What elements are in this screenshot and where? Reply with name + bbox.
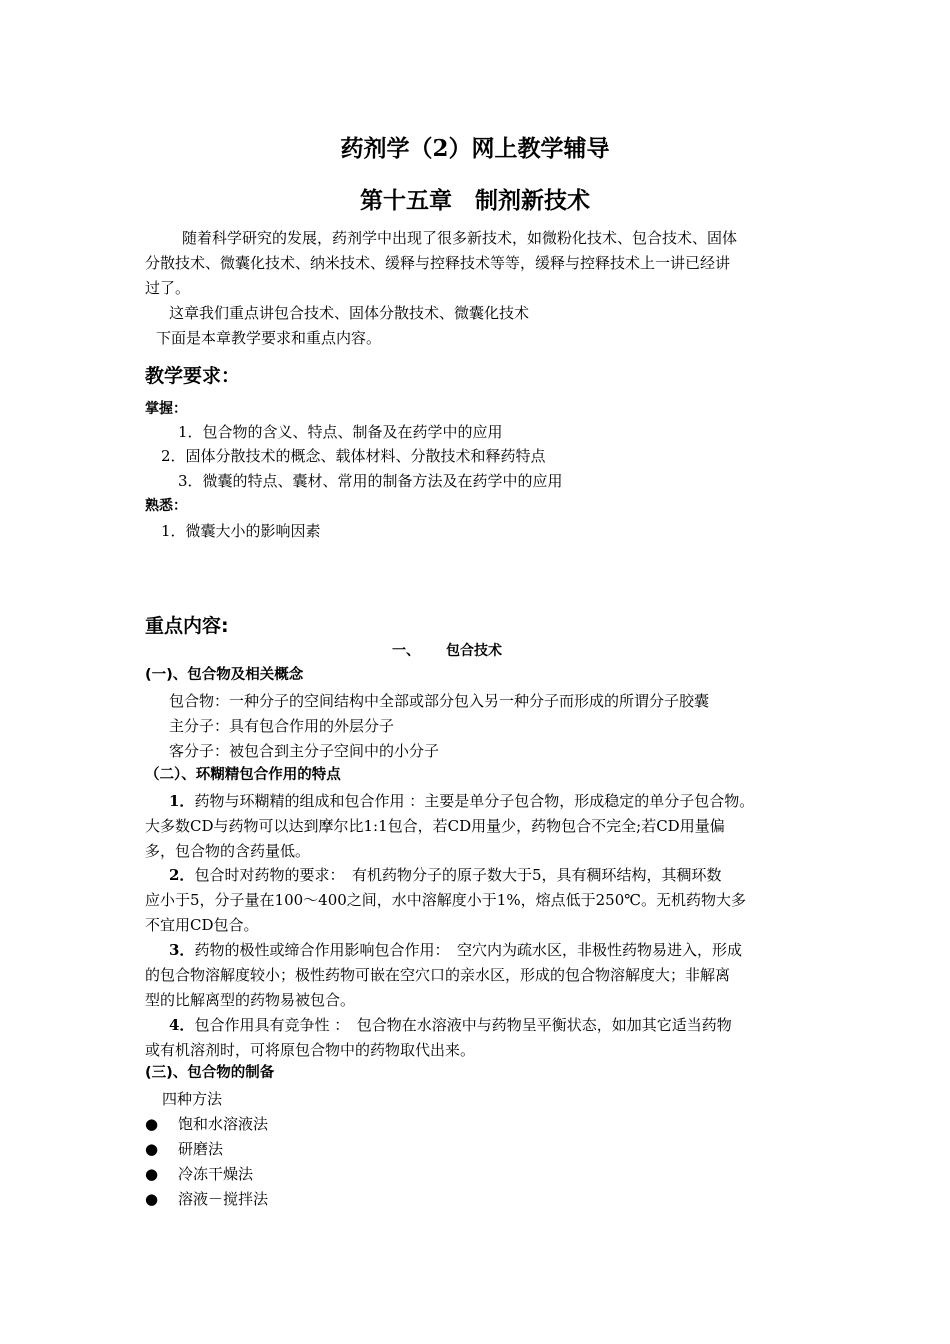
point-2-number: 2． bbox=[169, 866, 195, 884]
master-item-1: 1．包合物的含义、特点、制备及在药学中的应用 bbox=[178, 423, 503, 441]
point-3-line-3: 型的比解离型的药物易被包合。 bbox=[145, 991, 356, 1009]
intro-line-5: 下面是本章教学要求和重点内容。 bbox=[156, 329, 382, 347]
point-4-number: 4． bbox=[169, 1016, 195, 1034]
concept-guest: 客分子：被包合到主分子空间中的小分子 bbox=[169, 742, 440, 760]
method-item-4: 溶液－搅拌法 bbox=[178, 1190, 269, 1208]
master-item-3: 3．微囊的特点、囊材、常用的制备方法及在药学中的应用 bbox=[178, 472, 563, 490]
intro-line-1: 随着科学研究的发展，药剂学中出现了很多新技术，如微粉化技术、包合技术、固体 bbox=[182, 229, 738, 247]
point-3-number: 3． bbox=[169, 941, 195, 959]
point-1-line-2: 大多数CD与药物可以达到摩尔比1:1包合，若CD用量少，药物包合不完全;若CD用量偏 bbox=[145, 817, 725, 835]
point-4-line-2: 或有机溶剂时，可将原包合物中的药物取代出来。 bbox=[145, 1041, 476, 1059]
section-1-number: 一、 bbox=[392, 643, 420, 659]
concept-inclusion: 包合物：一种分子的空间结构中全部或部分包入另一种分子而形成的所谓分子胶囊 bbox=[169, 692, 710, 710]
point-1-text: 药物与环糊精的组成和包合作用 ：主要是单分子包合物，形成稳定的单分子包合物。 bbox=[194, 792, 755, 810]
bullet-icon: ● bbox=[145, 1190, 159, 1208]
point-2-line-2: 应小于5，分子量在100～400之间，水中溶解度小于1%，熔点低于250℃。无机药物大多 bbox=[145, 891, 747, 909]
point-1-line-1 bbox=[169, 791, 754, 811]
bullet-icon: ● bbox=[145, 1165, 159, 1183]
bullet-icon: ● bbox=[145, 1140, 159, 1158]
teaching-req-heading: 教学要求： bbox=[145, 365, 241, 387]
intro-line-3: 过了。 bbox=[145, 279, 191, 297]
point-4-line-1 bbox=[169, 1015, 732, 1035]
chapter-title: 第十五章 制剂新技术 bbox=[360, 187, 590, 214]
key-content-heading: 重点内容: bbox=[145, 615, 229, 637]
intro-line-4: 这章我们重点讲包合技术、固体分散技术、微囊化技术 bbox=[169, 304, 530, 322]
point-3-text: 药物的极性或缔合作用影响包合作用： 空穴内为疏水区，非极性药物易进入，形成 bbox=[194, 941, 742, 959]
familiar-label: 熟悉： bbox=[145, 498, 187, 514]
master-item-2: 2．固体分散技术的概念、载体材料、分散技术和释药特点 bbox=[161, 447, 546, 465]
point-4-text: 包合作用具有竞争性 ： 包合物在水溶液中与药物呈平衡状态，如加其它适当药物 bbox=[194, 1016, 732, 1034]
sub-heading-3: (三)、包合物的制备 bbox=[145, 1065, 275, 1081]
point-3-line-1 bbox=[169, 940, 742, 960]
section-1-title: 包合技术 bbox=[446, 643, 502, 659]
sub-heading-2: （二）、环糊精包合作用的特点 bbox=[145, 767, 341, 783]
familiar-item-1: 1．微囊大小的影响因素 bbox=[161, 522, 321, 540]
bullet-icon: ● bbox=[145, 1115, 159, 1133]
point-1-number: 1． bbox=[169, 792, 195, 810]
sub-heading-1: (一)、包合物及相关概念 bbox=[145, 667, 304, 683]
method-item-2: 研磨法 bbox=[178, 1140, 224, 1158]
master-label: 掌握： bbox=[145, 401, 187, 417]
point-1-line-3: 多，包合物的含药量低。 bbox=[145, 842, 311, 860]
document-title: 药剂学（2）网上教学辅导 bbox=[340, 135, 610, 162]
intro-line-2: 分散技术、微囊化技术、纳米技术、缓释与控释技术等等，缓释与控释技术上一讲已经讲 bbox=[145, 254, 731, 272]
concept-host: 主分子：具有包合作用的外层分子 bbox=[169, 717, 395, 735]
method-item-1: 饱和水溶液法 bbox=[178, 1115, 269, 1133]
point-2-text: 包合时对药物的要求： 有机药物分子的原子数大于5，具有稠环结构，其稠环数 bbox=[194, 866, 722, 884]
method-item-3: 冷冻干燥法 bbox=[178, 1165, 254, 1183]
point-2-line-1 bbox=[169, 865, 722, 885]
point-3-line-2: 的包合物溶解度较小；极性药物可嵌在空穴口的亲水区，形成的包合物溶解度大；非解离 bbox=[145, 966, 731, 984]
point-2-line-3: 不宜用CD包合。 bbox=[145, 916, 259, 934]
methods-intro: 四种方法 bbox=[162, 1090, 223, 1108]
